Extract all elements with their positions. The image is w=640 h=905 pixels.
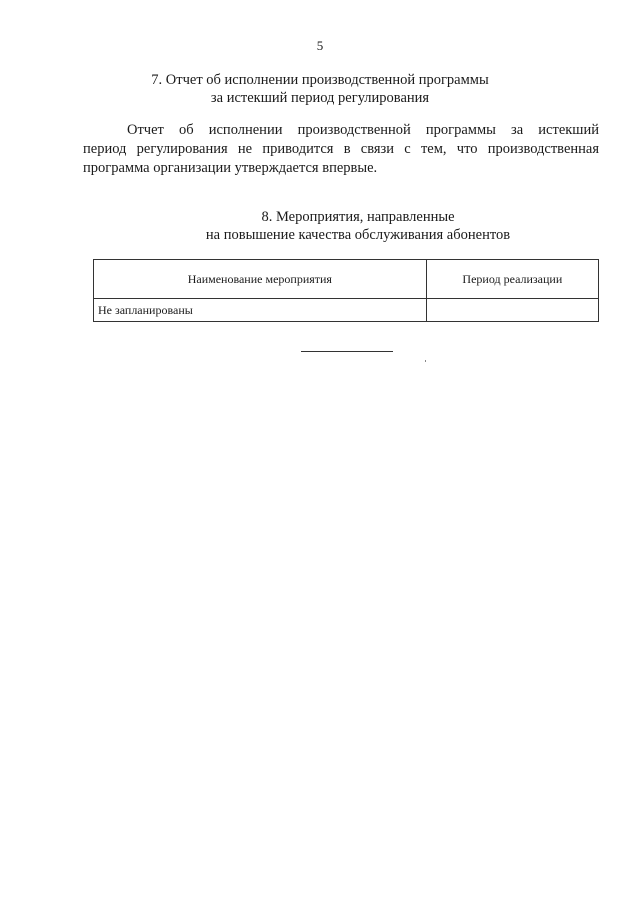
table-cell-period <box>426 299 598 322</box>
closing-rule-divider <box>301 351 393 352</box>
table-cell-event-name: Не запланированы <box>94 299 427 322</box>
page-number: 5 <box>316 38 324 53</box>
paragraph-line: Отчет об исполнении производственной программы за истекший <box>127 122 599 138</box>
section-8-heading <box>38 208 640 244</box>
column-header-period: Период реализации <box>426 260 598 299</box>
section-7-title-line-1: 7. Отчет об исполнении производственной программы <box>151 72 489 88</box>
paragraph-line: программа организации утверждается впервые. <box>83 160 378 176</box>
section-8-title-line-2: на повышение качества обслуживания абонентов <box>205 227 511 243</box>
section-8-title-line-1: 8. Мероприятия, направленные <box>261 209 455 225</box>
column-header-event-name: Наименование мероприятия <box>94 260 427 299</box>
section-7-heading <box>0 71 640 107</box>
table-row <box>94 299 599 322</box>
paragraph-line: период регулирования не приводится в связи с тем, что производственная <box>83 141 599 157</box>
section-7-title-line-2: за истекший период регулирования <box>210 90 430 106</box>
events-table <box>93 259 599 322</box>
section-7-paragraph <box>83 121 599 178</box>
table-header-row <box>94 260 599 299</box>
scan-speck <box>425 360 426 362</box>
